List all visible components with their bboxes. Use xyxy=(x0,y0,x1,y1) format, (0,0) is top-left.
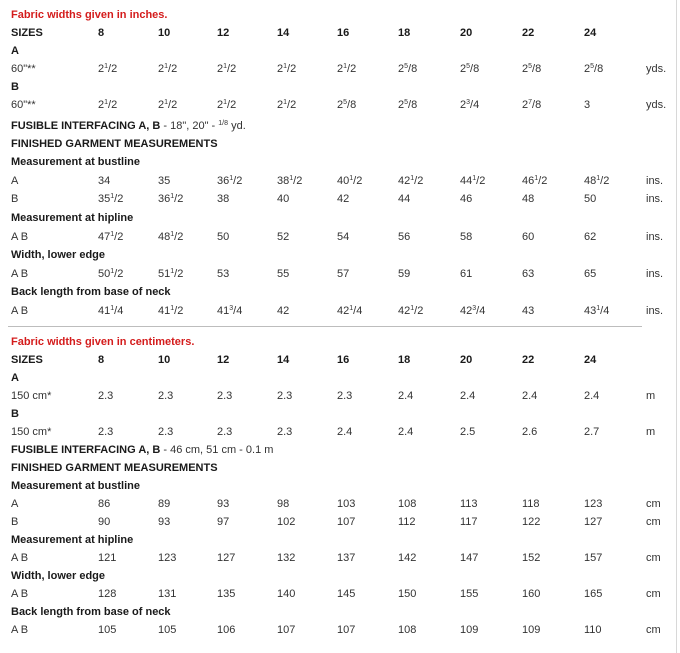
value-cell: 38 xyxy=(217,193,230,205)
value-cell: 165 xyxy=(584,588,603,600)
value-cell: $42^1/4$ xyxy=(337,305,363,317)
unit-label: ins. xyxy=(646,268,664,280)
size-header: 16 xyxy=(337,27,350,39)
size-header: 12 xyxy=(217,354,230,366)
value-cell: $47^1/2$ xyxy=(98,231,124,243)
value-cell: 56 xyxy=(398,231,411,243)
size-header: 22 xyxy=(522,354,535,366)
cm-view-b-row xyxy=(0,423,676,441)
value-cell: $2^7/8$ xyxy=(522,99,542,111)
value-cell: 2.3 xyxy=(337,390,353,402)
value-cell: 43 xyxy=(522,305,535,317)
value-cell: 42 xyxy=(277,305,290,317)
value-cell: 2.3 xyxy=(98,390,114,402)
value-cell: 2.3 xyxy=(158,390,174,402)
inches-heading: Fabric widths given in inches. xyxy=(11,9,168,21)
value-cell: $40^1/2$ xyxy=(337,175,363,187)
value-cell: $48^1/2$ xyxy=(584,175,610,187)
value-cell: $51^1/2$ xyxy=(158,268,184,280)
lower-edge-title: Width, lower edge xyxy=(11,249,106,261)
value-cell: $43^1/4$ xyxy=(584,305,610,317)
unit-label: cm xyxy=(646,588,661,600)
finished-title: FINISHED GARMENT MEASUREMENTS xyxy=(11,462,218,474)
unit-label: cm xyxy=(646,552,661,564)
bust-title: Measurement at bustline xyxy=(11,480,140,492)
cm-back-row xyxy=(0,621,676,639)
interfacing-detail: - 18", 20" - xyxy=(160,120,219,132)
size-header: 10 xyxy=(158,27,171,39)
size-header: 20 xyxy=(460,354,473,366)
value-cell: 63 xyxy=(522,268,535,280)
row-label: A B xyxy=(11,231,29,243)
value-cell: 117 xyxy=(460,516,478,528)
value-cell: 137 xyxy=(337,552,356,564)
value-cell: 109 xyxy=(522,624,541,636)
cm-view-b-label-row xyxy=(0,405,676,423)
value-cell: 155 xyxy=(460,588,479,600)
value-cell: 86 xyxy=(98,498,111,510)
value-cell: 44 xyxy=(398,193,411,205)
value-cell: 103 xyxy=(337,498,356,510)
inches-bust-a-row xyxy=(0,172,676,190)
interfacing-line xyxy=(11,117,246,135)
hip-title: Measurement at hipline xyxy=(11,212,134,224)
value-cell: 62 xyxy=(584,231,597,243)
value-cell: 34 xyxy=(98,175,111,187)
value-cell: 54 xyxy=(337,231,350,243)
bust-title: Measurement at bustline xyxy=(11,156,140,168)
cm-hip-title-row xyxy=(0,531,676,549)
value-cell: 160 xyxy=(522,588,541,600)
hip-title: Measurement at hipline xyxy=(11,534,134,546)
value-cell: 107 xyxy=(277,624,296,636)
value-cell: $42^1/2$ xyxy=(398,175,424,187)
value-cell: 122 xyxy=(522,516,541,528)
value-cell: 3 xyxy=(584,99,591,111)
fabric-width: 150 cm* xyxy=(11,390,52,402)
value-cell: 145 xyxy=(337,588,356,600)
size-header: 14 xyxy=(277,27,290,39)
value-cell: 2.4 xyxy=(584,390,600,402)
value-cell: $36^1/2$ xyxy=(158,193,184,205)
unit-label: cm xyxy=(646,498,661,510)
value-cell: $48^1/2$ xyxy=(158,231,184,243)
value-cell: 2.4 xyxy=(337,426,353,438)
unit-label: cm xyxy=(646,624,661,636)
value-cell: 59 xyxy=(398,268,411,280)
inches-view-a-label-row xyxy=(0,42,676,60)
value-cell: $38^1/2$ xyxy=(277,175,303,187)
finished-title: FINISHED GARMENT MEASUREMENTS xyxy=(11,138,218,150)
interfacing-title: FUSIBLE INTERFACING A, B xyxy=(11,120,161,132)
cm-bust-title-row xyxy=(0,477,676,495)
cm-back-title-row xyxy=(0,603,676,621)
value-cell: 2.4 xyxy=(460,390,476,402)
interfacing-detail: - 46 cm, 51 cm - 0.1 m xyxy=(160,444,274,456)
size-header: 16 xyxy=(337,354,350,366)
value-cell: 2.3 xyxy=(277,426,293,438)
value-cell: 2.3 xyxy=(98,426,114,438)
size-header: 10 xyxy=(158,354,171,366)
value-cell: 108 xyxy=(398,624,417,636)
value-cell: $41^1/2$ xyxy=(158,305,184,317)
inches-hip-title-row xyxy=(0,209,676,227)
unit-label: cm xyxy=(646,516,661,528)
value-cell: 65 xyxy=(584,268,597,280)
inches-sizes-row xyxy=(0,24,676,42)
unit-label: yds. xyxy=(646,63,667,75)
value-cell: $42^1/2$ xyxy=(398,305,424,317)
value-cell: $44^1/2$ xyxy=(460,175,486,187)
value-cell: 131 xyxy=(158,588,177,600)
value-cell: 2.5 xyxy=(460,426,476,438)
inches-back-title-row xyxy=(0,283,676,301)
size-header: 24 xyxy=(584,27,597,39)
value-cell: $2^1/2$ xyxy=(217,63,237,75)
unit-label: ins. xyxy=(646,175,664,187)
fabric-width: 150 cm* xyxy=(11,426,52,438)
value-cell: 2.4 xyxy=(398,426,414,438)
size-header: 12 xyxy=(217,27,230,39)
value-cell: 140 xyxy=(277,588,296,600)
value-cell: 2.6 xyxy=(522,426,538,438)
value-cell: 2.3 xyxy=(158,426,174,438)
value-cell: 107 xyxy=(337,624,356,636)
value-cell: 2.4 xyxy=(398,390,414,402)
inches-view-b-row xyxy=(0,96,676,114)
row-label: A B xyxy=(11,624,29,636)
value-cell: $2^5/8$ xyxy=(398,99,418,111)
interfacing-title: FUSIBLE INTERFACING A, B xyxy=(11,444,161,456)
cm-view-a-label-row xyxy=(0,369,676,387)
row-label: A B xyxy=(11,305,29,317)
unit-label: ins. xyxy=(646,231,664,243)
value-cell: 97 xyxy=(217,516,230,528)
inches-view-a-row xyxy=(0,60,676,78)
value-cell: $2^5/8$ xyxy=(337,99,357,111)
size-header: 8 xyxy=(98,354,105,366)
page-edge-line xyxy=(676,0,677,653)
value-cell: 46 xyxy=(460,193,473,205)
unit-label: m xyxy=(646,390,656,402)
inches-bust-b-row xyxy=(0,190,676,208)
row-label: A B xyxy=(11,268,29,280)
value-cell: 58 xyxy=(460,231,473,243)
section-divider xyxy=(8,326,642,327)
value-cell: 113 xyxy=(460,498,478,510)
value-cell: $42^3/4$ xyxy=(460,305,486,317)
cm-hip-row xyxy=(0,549,676,567)
value-cell: 55 xyxy=(277,268,290,280)
inches-lower-title-row xyxy=(0,246,676,264)
value-cell: $46^1/2$ xyxy=(522,175,548,187)
value-cell: 48 xyxy=(522,193,535,205)
size-header: 8 xyxy=(98,27,105,39)
inches-view-b-label-row xyxy=(0,78,676,96)
value-cell: $2^5/8$ xyxy=(584,63,604,75)
row-label: A B xyxy=(11,588,29,600)
view-a-label: A xyxy=(11,372,19,384)
view-b-label: B xyxy=(11,408,19,420)
value-cell: 123 xyxy=(158,552,177,564)
value-cell: 57 xyxy=(337,268,350,280)
value-cell: 108 xyxy=(398,498,417,510)
value-cell: 112 xyxy=(398,516,416,528)
cm-bust-b-row xyxy=(0,513,676,531)
value-cell: $35^1/2$ xyxy=(98,193,124,205)
interfacing-fraction: 1/8 xyxy=(218,120,229,127)
value-cell: 90 xyxy=(98,516,111,528)
size-header: 18 xyxy=(398,354,411,366)
value-cell: $41^3/4$ xyxy=(217,305,243,317)
value-cell: 150 xyxy=(398,588,417,600)
unit-label: yds. xyxy=(646,99,667,111)
size-header: 20 xyxy=(460,27,473,39)
value-cell: 152 xyxy=(522,552,541,564)
row-label: B xyxy=(11,193,19,205)
value-cell: 52 xyxy=(277,231,290,243)
value-cell: 98 xyxy=(277,498,290,510)
size-header: 18 xyxy=(398,27,411,39)
value-cell: $2^1/2$ xyxy=(98,99,118,111)
value-cell: $2^1/2$ xyxy=(337,63,357,75)
size-header: 22 xyxy=(522,27,535,39)
value-cell: 2.3 xyxy=(217,390,233,402)
cm-interfacing-row xyxy=(0,441,676,459)
value-cell: 61 xyxy=(460,268,473,280)
cm-view-a-row xyxy=(0,387,676,405)
value-cell: 105 xyxy=(98,624,117,636)
inches-hip-row xyxy=(0,228,676,246)
sizes-label: SIZES xyxy=(11,27,43,39)
value-cell: $2^1/2$ xyxy=(277,99,297,111)
inches-lower-row xyxy=(0,265,676,283)
value-cell: $50^1/2$ xyxy=(98,268,124,280)
inches-back-row xyxy=(0,302,676,320)
value-cell: 157 xyxy=(584,552,603,564)
inches-bust-title-row xyxy=(0,153,676,171)
value-cell: 147 xyxy=(460,552,479,564)
size-header: 14 xyxy=(277,354,290,366)
cm-heading: Fabric widths given in centimeters. xyxy=(11,336,195,348)
value-cell: 123 xyxy=(584,498,603,510)
value-cell: 102 xyxy=(277,516,296,528)
value-cell: 53 xyxy=(217,268,230,280)
row-label: A B xyxy=(11,552,29,564)
unit-label: ins. xyxy=(646,193,664,205)
value-cell: 106 xyxy=(217,624,236,636)
view-b-label: B xyxy=(11,81,19,93)
value-cell: 42 xyxy=(337,193,350,205)
row-label: A xyxy=(11,498,19,510)
value-cell: $2^5/8$ xyxy=(522,63,542,75)
inches-interfacing-row xyxy=(0,117,676,135)
sizes-label: SIZES xyxy=(11,354,43,366)
value-cell: 121 xyxy=(98,552,117,564)
row-label: B xyxy=(11,516,19,528)
value-cell: $2^1/2$ xyxy=(277,63,297,75)
value-cell: 50 xyxy=(584,193,597,205)
value-cell: 2.7 xyxy=(584,426,600,438)
value-cell: 60 xyxy=(522,231,535,243)
value-cell: 2.4 xyxy=(522,390,538,402)
row-label: A xyxy=(11,175,19,187)
value-cell: 118 xyxy=(522,498,540,510)
value-cell: 127 xyxy=(584,516,603,528)
value-cell: 2.3 xyxy=(277,390,293,402)
value-cell: 109 xyxy=(460,624,479,636)
value-cell: 142 xyxy=(398,552,417,564)
fabric-width: 60"** xyxy=(11,99,36,111)
back-length-title: Back length from base of neck xyxy=(11,286,171,298)
view-a-label: A xyxy=(11,45,19,57)
value-cell: $2^3/4$ xyxy=(460,99,480,111)
value-cell: 93 xyxy=(158,516,171,528)
value-cell: 105 xyxy=(158,624,177,636)
unit-label: ins. xyxy=(646,305,664,317)
value-cell: 93 xyxy=(217,498,230,510)
size-header: 24 xyxy=(584,354,597,366)
cm-lower-row xyxy=(0,585,676,603)
value-cell: 107 xyxy=(337,516,356,528)
value-cell: 127 xyxy=(217,552,236,564)
interfacing-line xyxy=(11,441,273,459)
cm-finished-row xyxy=(0,459,676,477)
unit-label: m xyxy=(646,426,656,438)
value-cell: $2^5/8$ xyxy=(460,63,480,75)
value-cell: 50 xyxy=(217,231,230,243)
value-cell: 128 xyxy=(98,588,117,600)
value-cell: 2.3 xyxy=(217,426,233,438)
value-cell: 40 xyxy=(277,193,290,205)
value-cell: $36^1/2$ xyxy=(217,175,243,187)
fabric-width: 60"** xyxy=(11,63,36,75)
inches-heading-row xyxy=(0,6,676,24)
value-cell: $2^1/2$ xyxy=(158,63,178,75)
inches-finished-row xyxy=(0,135,676,153)
value-cell: 35 xyxy=(158,175,171,187)
interfacing-unit: yd. xyxy=(228,120,246,132)
value-cell: 89 xyxy=(158,498,171,510)
value-cell: 135 xyxy=(217,588,236,600)
value-cell: $2^5/8$ xyxy=(398,63,418,75)
cm-bust-a-row xyxy=(0,495,676,513)
value-cell: $2^1/2$ xyxy=(98,63,118,75)
back-length-title: Back length from base of neck xyxy=(11,606,171,618)
cm-sizes-row xyxy=(0,351,676,369)
value-cell: 110 xyxy=(584,624,602,636)
value-cell: 132 xyxy=(277,552,296,564)
cm-lower-title-row xyxy=(0,567,676,585)
cm-heading-row xyxy=(0,333,676,351)
value-cell: $41^1/4$ xyxy=(98,305,124,317)
lower-edge-title: Width, lower edge xyxy=(11,570,106,582)
value-cell: $2^1/2$ xyxy=(217,99,237,111)
value-cell: $2^1/2$ xyxy=(158,99,178,111)
